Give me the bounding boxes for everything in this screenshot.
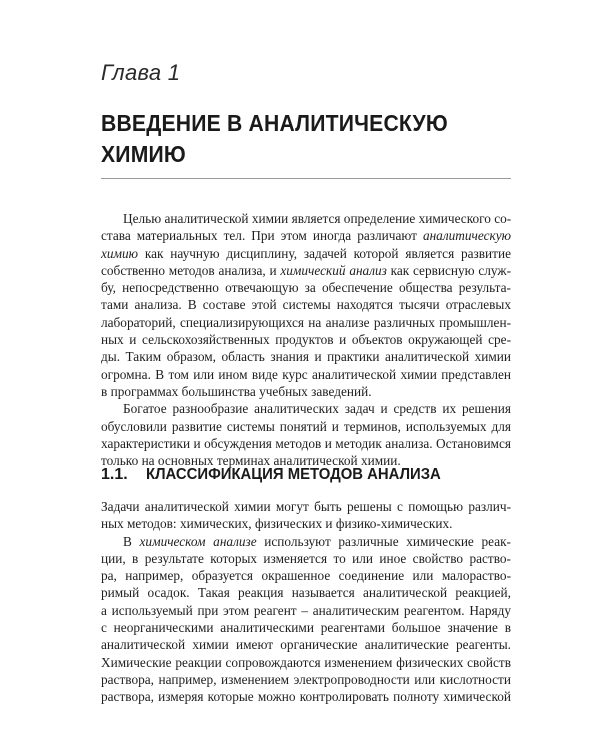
text-line: В химическом анализе используют различные химические реак- [123, 533, 511, 549]
chapter-title-line: ВВЕДЕНИЕ В АНАЛИТИЧЕСКУЮ [101, 110, 448, 136]
intro-text [101, 210, 511, 469]
section-number: 1.1. [101, 466, 128, 483]
emphasis: химический анализ [280, 262, 387, 278]
paragraph [101, 210, 511, 400]
section-text [101, 498, 511, 706]
text-line: Задачи аналитической химии могут быть решены с помощью различ- [101, 499, 511, 514]
text-line: Химические реакции сопровождаются изменением физических свойств [101, 654, 511, 670]
text-line: аналитической химии имеют органические аналитические реагенты. [101, 637, 511, 653]
text-line: римый осадок. Такая реакция называется аналитической реакцией, [101, 585, 511, 601]
text-line: лабораторий, специализирующихся на анализе различных промышлен- [101, 314, 511, 330]
chapter-title-line: ХИМИЮ [101, 141, 186, 167]
text-line: ных методов: химических, физических и физико-химических. [101, 516, 453, 532]
paragraph [101, 498, 511, 533]
text-line: ции, в результате которых изменяется то или иное свойство раство- [101, 550, 511, 566]
section-title: КЛАССИФИКАЦИЯ МЕТОДОВ АНАЛИЗА [146, 466, 441, 483]
paragraph [101, 533, 511, 706]
text-line: обусловили развитие системы понятий и терминов, используемых для [101, 418, 511, 434]
chapter-title [101, 108, 487, 170]
text-line: огромна. В том или ином виде курс аналитической химии представлен [101, 366, 511, 382]
chapter-label: Глава 1 [101, 60, 181, 85]
text-line: раствора, например, изменением электропроводности или кислотности [101, 671, 511, 687]
text-line: с неорганическими аналитическими реагентами большое значение в [101, 620, 511, 636]
text-line: химию как научную дисциплину, задачей которой является развитие [101, 245, 511, 261]
text-line: ных и сельскохозяйственных продуктов и объектов окружающей сре- [101, 332, 511, 348]
title-divider [101, 178, 511, 179]
text-line: раствора, измеряя которые можно контролировать полноту химической [101, 689, 511, 705]
text-line: а используемый при этом реагент – аналитическим реагентом. Наряду [101, 602, 511, 618]
text-line: характеристики и обсуждения методов и методик анализа. Остановимся [101, 435, 511, 451]
text-line: става материальных тел. При этом иногда различают аналитическую [101, 228, 511, 244]
text-line: в программах большинства учебных заведений. [101, 383, 372, 399]
section-heading [101, 466, 511, 484]
text-line: ды. Таким образом, область знания и практики аналитической химии [101, 349, 511, 365]
emphasis: аналитическую [422, 228, 511, 244]
text-line: только на основных терминах аналитической химии. [101, 453, 401, 469]
text-line: собственно методов анализа, и химический анализ как сервисную служ- [101, 262, 511, 278]
text-line: Целью аналитической химии является определение химического со- [123, 211, 512, 226]
text-line: бу, непосредственно отвечающую за обеспечение общества результа- [101, 280, 511, 296]
emphasis: химическом анализе [139, 533, 257, 549]
emphasis: химию [101, 245, 139, 261]
paragraph [101, 400, 511, 469]
text-line: Богатое разнообразие аналитических задач и средств их решения [123, 401, 511, 417]
text-line: ра, например, образуется окрашенное соединение или малораство- [101, 568, 511, 584]
text-line: тами анализа. В составе этой системы находятся тысячи отраслевых [101, 297, 511, 313]
